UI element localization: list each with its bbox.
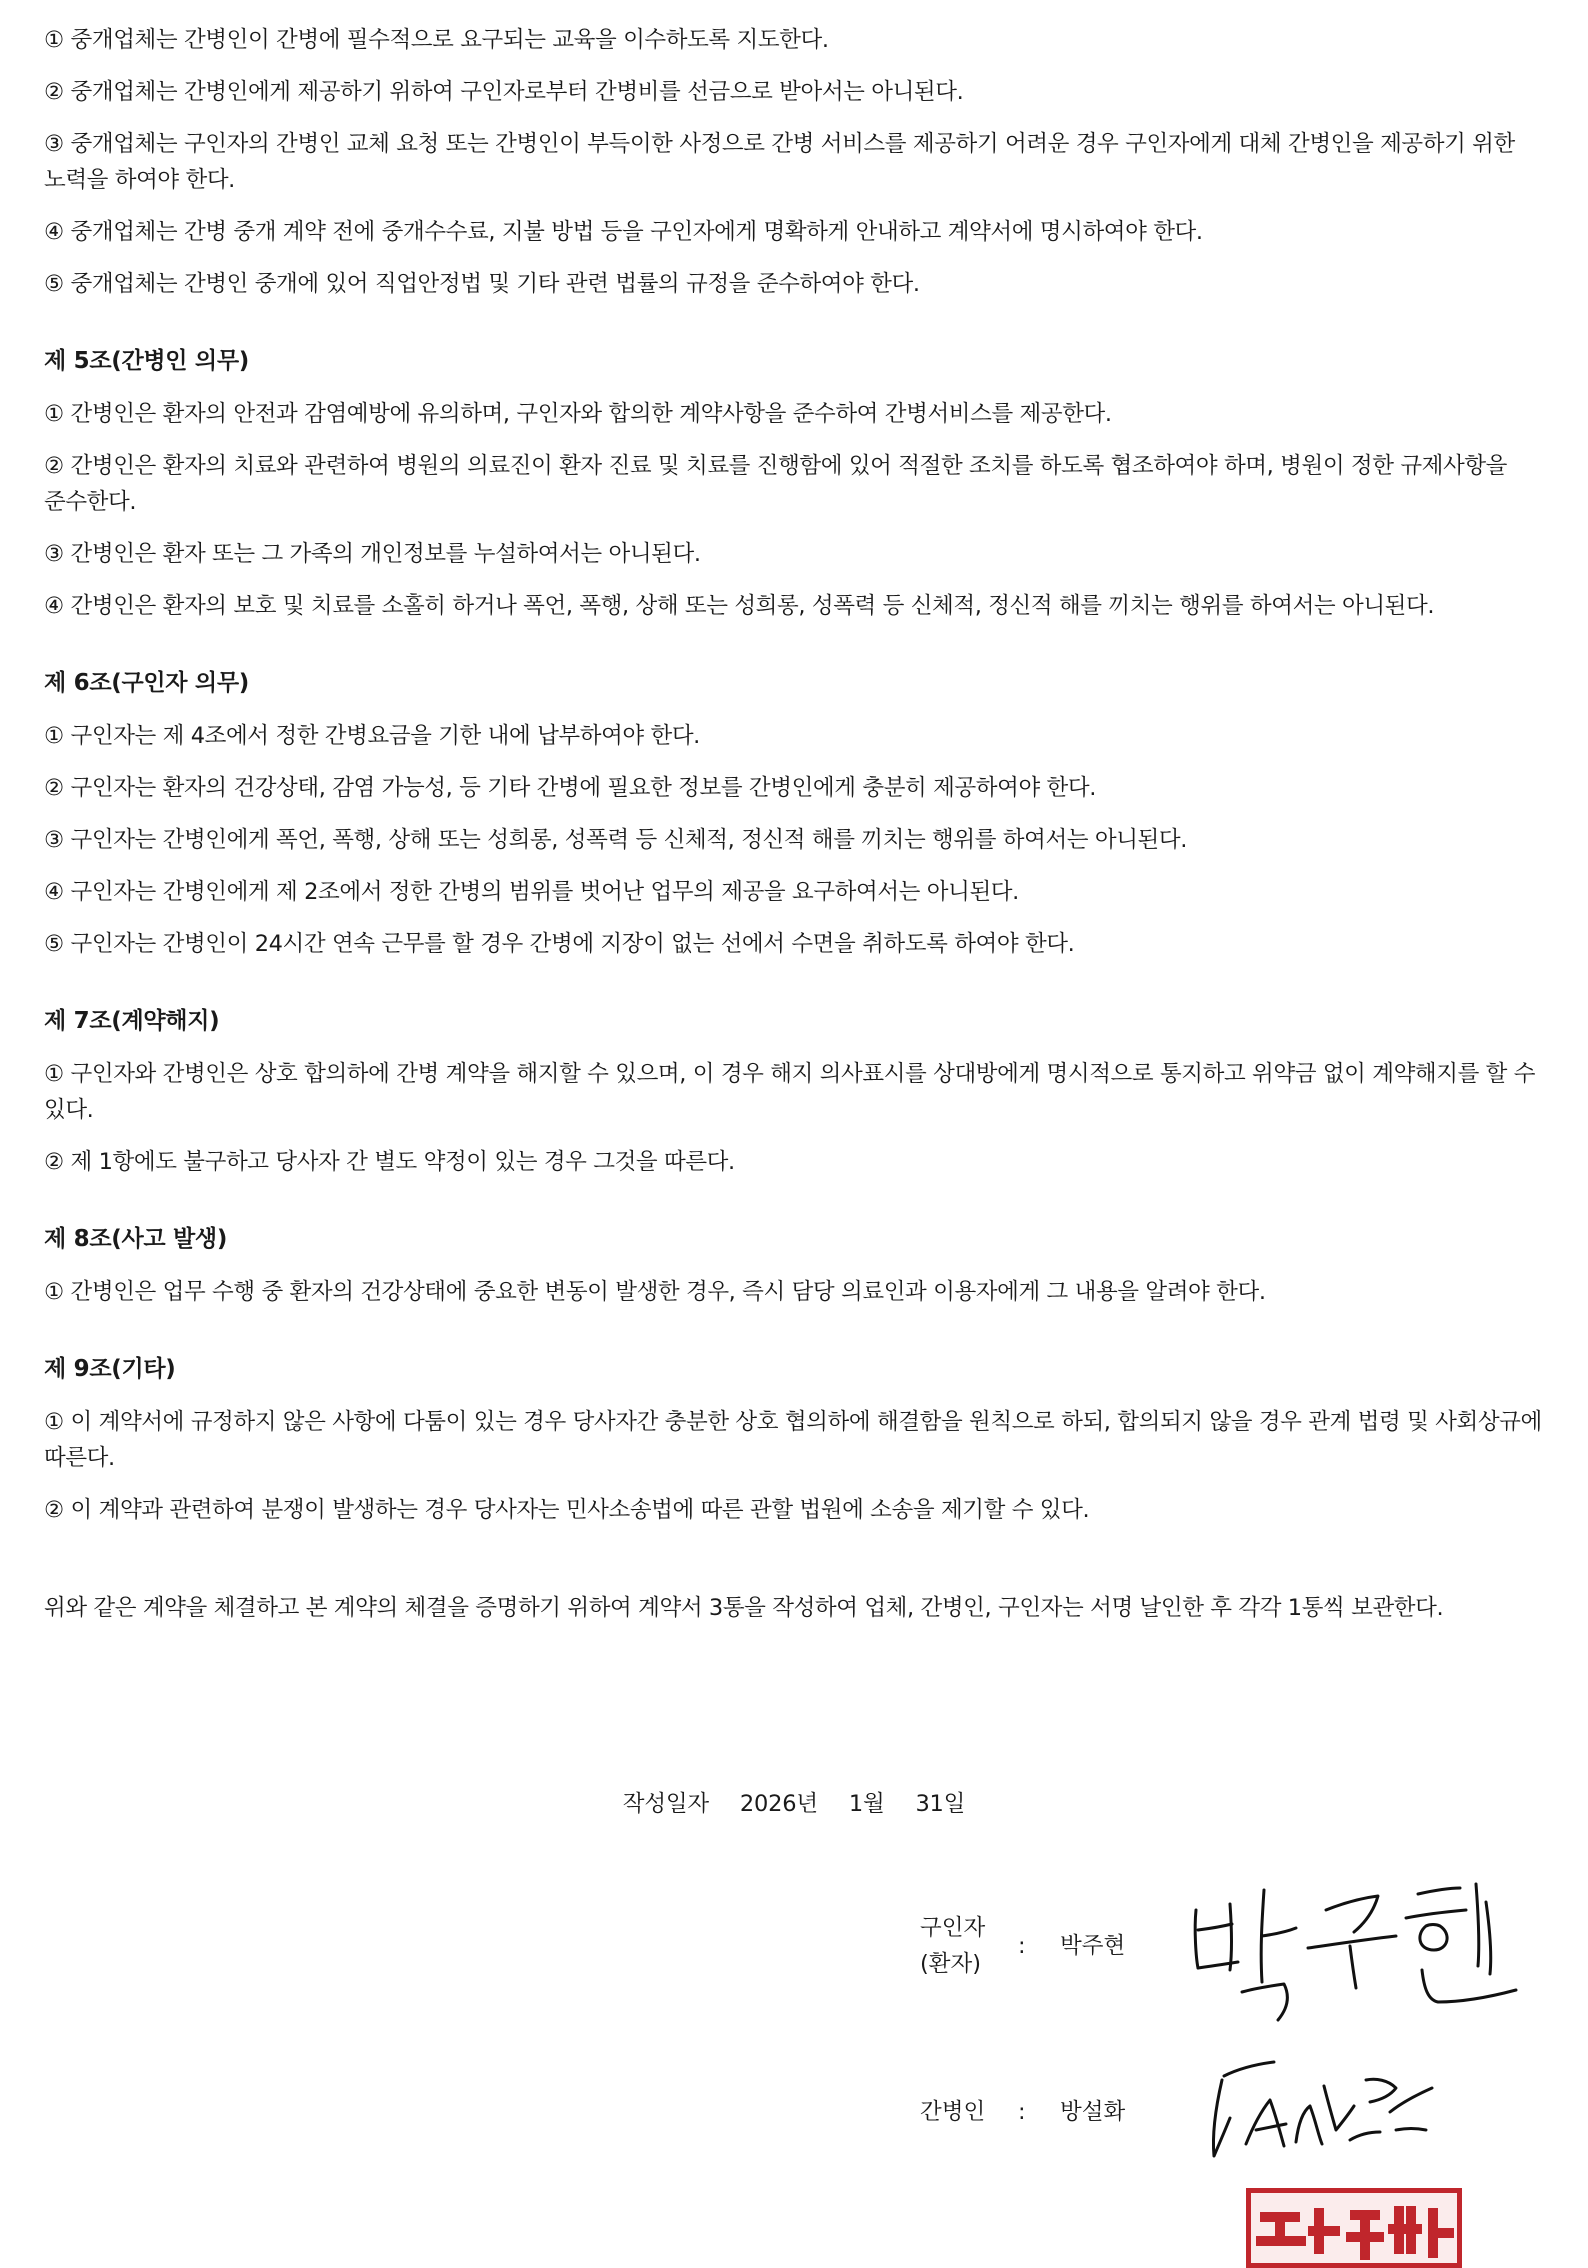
article-heading: 제 9조(기타) bbox=[44, 1356, 176, 1382]
clause-item: ③ 간병인은 환자 또는 그 가족의 개인정보를 누설하여서는 아니된다. bbox=[44, 541, 701, 567]
article-5 bbox=[44, 344, 1554, 624]
article-6 bbox=[44, 666, 1554, 962]
clause-item: ③ 중개업체는 구인자의 간병인 교체 요청 또는 간병인이 부득이한 사정으로 간병 서비스를 제공하기 어려운 경우 구인자에게 대체 간병인을 제공하기 위한 노력을 하여야 한다. bbox=[44, 131, 1515, 193]
clause-item: ④ 간병인은 환자의 보호 및 치료를 소홀히 하거나 폭언, 폭행, 상해 또는 성희롱, 성폭력 등 신체적, 정신적 해를 끼치는 행위를 하여서는 아니된다. bbox=[44, 593, 1435, 619]
clause-item: ① 간병인은 업무 수행 중 환자의 건강상태에 중요한 변동이 발생한 경우, 즉시 담당 의료인과 이용자에게 그 내용을 알려야 한다. bbox=[44, 1279, 1266, 1305]
article-4-continued bbox=[44, 0, 1554, 302]
clause-item: ② 제 1항에도 불구하고 당사자 간 별도 약정이 있는 경우 그것을 따른다. bbox=[44, 1149, 735, 1175]
caregiver-handwritten-signature bbox=[1200, 2050, 1450, 2170]
caregiver-colon: : bbox=[1018, 2099, 1026, 2125]
caregiver-role: 간병인 bbox=[920, 2099, 986, 2125]
company-seal-lettering bbox=[1251, 2193, 1457, 2263]
clause-item: ② 이 계약과 관련하여 분쟁이 발생하는 경우 당사자는 민사소송법에 따른 관할 법원에 소송을 제기할 수 있다. bbox=[44, 1497, 1090, 1523]
article-heading: 제 7조(계약해지) bbox=[44, 1008, 220, 1034]
clause-item: ④ 중개업체는 간병 중개 계약 전에 중개수수료, 지불 방법 등을 구인자에게 명확하게 안내하고 계약서에 명시하여야 한다. bbox=[44, 219, 1203, 245]
client-handwritten-signature bbox=[1186, 1870, 1526, 2030]
article-heading: 제 5조(간병인 의무) bbox=[44, 348, 249, 374]
clause-item: ⑤ 중개업체는 간병인 중개에 있어 직업안정법 및 기타 관련 법률의 규정을 준수하여야 한다. bbox=[44, 271, 920, 297]
client-colon: : bbox=[1018, 1933, 1026, 1959]
date-year: 2026년 bbox=[739, 1791, 818, 1817]
clause-item: ① 구인자와 간병인은 상호 합의하에 간병 계약을 해지할 수 있으며, 이 경우 해지 의사표시를 상대방에게 명시적으로 통지하고 위약금 없이 계약해지를 할 수 있다. bbox=[44, 1061, 1536, 1123]
clause-item: ⑤ 구인자는 간병인이 24시간 연속 근무를 할 경우 간병에 지장이 없는 선에서 수면을 취하도록 하여야 한다. bbox=[44, 931, 1075, 957]
client-role-line2: (환자) bbox=[920, 1951, 982, 1977]
date-day: 31일 bbox=[915, 1791, 966, 1817]
clause-item: ③ 구인자는 간병인에게 폭언, 폭행, 상해 또는 성희롱, 성폭력 등 신체적, 정신적 해를 끼치는 행위를 하여서는 아니된다. bbox=[44, 827, 1187, 853]
clause-item: ① 이 계약서에 규정하지 않은 사항에 다툼이 있는 경우 당사자간 충분한 상호 협의하에 해결함을 원칙으로 하되, 합의되지 않을 경우 관계 법령 및 사회상규에 따른다. bbox=[44, 1409, 1542, 1471]
date-month: 1월 bbox=[848, 1791, 885, 1817]
clause-item: ① 중개업체는 간병인이 간병에 필수적으로 요구되는 교육을 이수하도록 지도한다. bbox=[44, 27, 829, 53]
article-8 bbox=[44, 1222, 1554, 1310]
clause-item: ② 간병인은 환자의 치료와 관련하여 병원의 의료진이 환자 진료 및 치료를 진행함에 있어 적절한 조치를 하도록 협조하여야 하며, 병원이 정한 규제사항을 준수한다. bbox=[44, 453, 1508, 515]
article-heading: 제 8조(사고 발생) bbox=[44, 1226, 228, 1252]
clause-item: ① 간병인은 환자의 안전과 감염예방에 유의하며, 구인자와 합의한 계약사항을 준수하여 간병서비스를 제공한다. bbox=[44, 401, 1112, 427]
clause-item: ② 중개업체는 간병인에게 제공하기 위하여 구인자로부터 간병비를 선금으로 받아서는 아니된다. bbox=[44, 79, 964, 105]
contract-document bbox=[44, 0, 1554, 1649]
clause-item: ④ 구인자는 간병인에게 제 2조에서 정한 간병의 범위를 벗어난 업무의 제공을 요구하여서는 아니된다. bbox=[44, 879, 1019, 905]
closing-statement: 위와 같은 계약을 체결하고 본 계약의 체결을 증명하기 위하여 계약서 3통을 작성하여 업체, 간병인, 구인자는 서명 날인한 후 각각 1통씩 보관한다. bbox=[44, 1595, 1444, 1621]
clause-item: ① 구인자는 제 4조에서 정한 간병요금을 기한 내에 납부하여야 한다. bbox=[44, 723, 700, 749]
article-9 bbox=[44, 1352, 1554, 1528]
date-line bbox=[0, 1786, 1588, 1818]
article-heading: 제 6조(구인자 의무) bbox=[44, 670, 249, 696]
caregiver-name: 방설화 bbox=[1060, 2099, 1126, 2125]
client-role-line1: 구인자 bbox=[920, 1915, 986, 1941]
client-name: 박주현 bbox=[1060, 1933, 1126, 1959]
article-7 bbox=[44, 1004, 1554, 1180]
client-role bbox=[920, 1910, 1010, 1982]
date-label: 작성일자 bbox=[622, 1791, 709, 1817]
company-seal bbox=[1246, 2188, 1462, 2268]
clause-item: ② 구인자는 환자의 건강상태, 감염 가능성, 등 기타 간병에 필요한 정보를 간병인에게 충분히 제공하여야 한다. bbox=[44, 775, 1096, 801]
